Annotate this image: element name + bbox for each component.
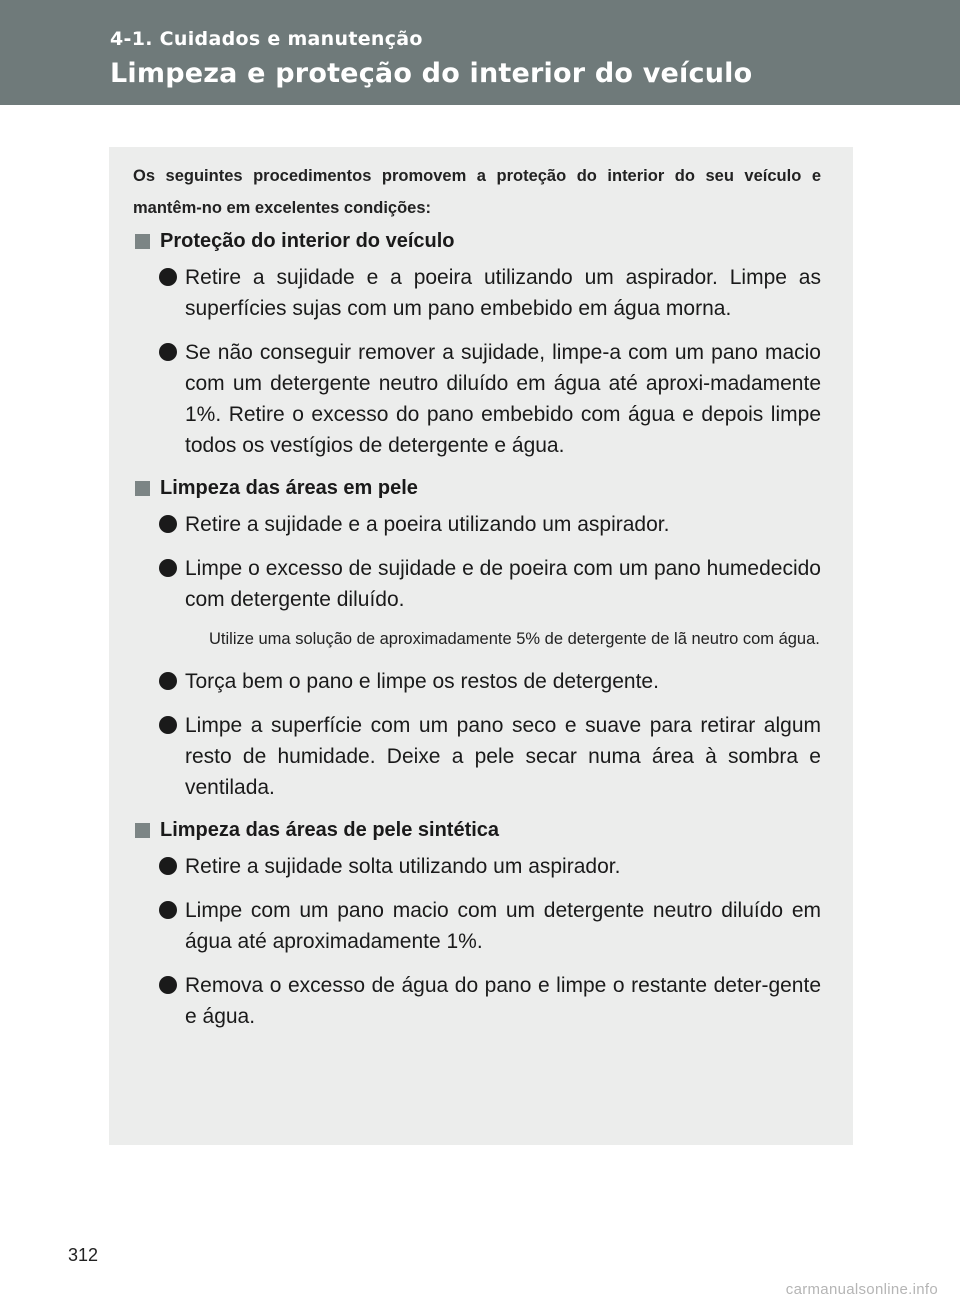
- page-number: 312: [68, 1245, 99, 1265]
- list-item: [159, 710, 821, 803]
- square-bullet-icon: [135, 823, 150, 838]
- list-item-text: Limpe a superfície com um pano seco e suave para retirar algum resto de humidade. Deixe a pele secar numa área à sombra e ventilada.: [185, 714, 821, 799]
- square-bullet-icon: [135, 234, 150, 249]
- list-item: [159, 970, 821, 1032]
- list-item: [159, 851, 821, 882]
- round-bullet-icon: [159, 976, 177, 994]
- list-item: [159, 553, 821, 615]
- header-band: [0, 0, 960, 105]
- list-item-text: Remova o excesso de água do pano e limpe o restante deter-gente e água.: [185, 974, 821, 1028]
- intro-paragraph: Os seguintes procedimentos promovem a proteção do interior do seu veículo e mantêm-no em excelentes condições:: [133, 167, 821, 217]
- section-interior-protection: [133, 227, 821, 461]
- section-synthetic-leather-cleaning: [133, 816, 821, 1032]
- round-bullet-icon: [159, 343, 177, 361]
- square-bullet-icon: [135, 481, 150, 496]
- list-item-text: Retire a sujidade solta utilizando um aspirador.: [185, 855, 621, 878]
- content-box: [109, 147, 853, 1145]
- section-heading: [133, 474, 821, 502]
- detergent-note: Utilize uma solução de aproximadamente 5% de detergente de lã neutro com água.: [209, 630, 820, 648]
- section-heading: [133, 816, 821, 844]
- section-heading: [133, 227, 821, 255]
- round-bullet-icon: [159, 268, 177, 286]
- round-bullet-icon: [159, 559, 177, 577]
- round-bullet-icon: [159, 716, 177, 734]
- round-bullet-icon: [159, 672, 177, 690]
- section-heading-text: Limpeza das áreas de pele sintética: [160, 819, 500, 841]
- page-title: Limpeza e proteção do interior do veículo: [110, 58, 753, 89]
- list-item: [159, 509, 821, 540]
- list-item-text: Limpe com um pano macio com um detergente neutro diluído em água até aproximadamente 1%.: [185, 899, 821, 953]
- list-item: [159, 666, 821, 697]
- list-item: [159, 895, 821, 957]
- list-item: [159, 337, 821, 461]
- section-heading-text: Proteção do interior do veículo: [160, 230, 455, 252]
- list-item: [159, 262, 821, 324]
- section-heading-text: Limpeza das áreas em pele: [160, 477, 418, 499]
- section-leather-cleaning: [133, 474, 821, 803]
- list-item-text: Torça bem o pano e limpe os restos de detergente.: [185, 670, 659, 693]
- list-item-text: Limpe o excesso de sujidade e de poeira com um pano humedecido com detergente diluído.: [185, 557, 821, 611]
- watermark: carmanualsonline.info: [785, 1281, 938, 1298]
- list-item-text: Retire a sujidade e a poeira utilizando um aspirador.: [185, 513, 670, 536]
- list-item-text: Retire a sujidade e a poeira utilizando um aspirador. Limpe as superfícies sujas com um pano embebido em água morna.: [185, 266, 821, 320]
- round-bullet-icon: [159, 515, 177, 533]
- round-bullet-icon: [159, 901, 177, 919]
- round-bullet-icon: [159, 857, 177, 875]
- list-item-text: Se não conseguir remover a sujidade, limpe-a com um pano macio com um detergente neutro diluído em água até aproxi-madamente 1%. Retire o excesso do pano embebido com água e depois limpe todos os vestígios de detergente e água.: [185, 341, 821, 457]
- section-label: 4-1. Cuidados e manutenção: [110, 28, 423, 50]
